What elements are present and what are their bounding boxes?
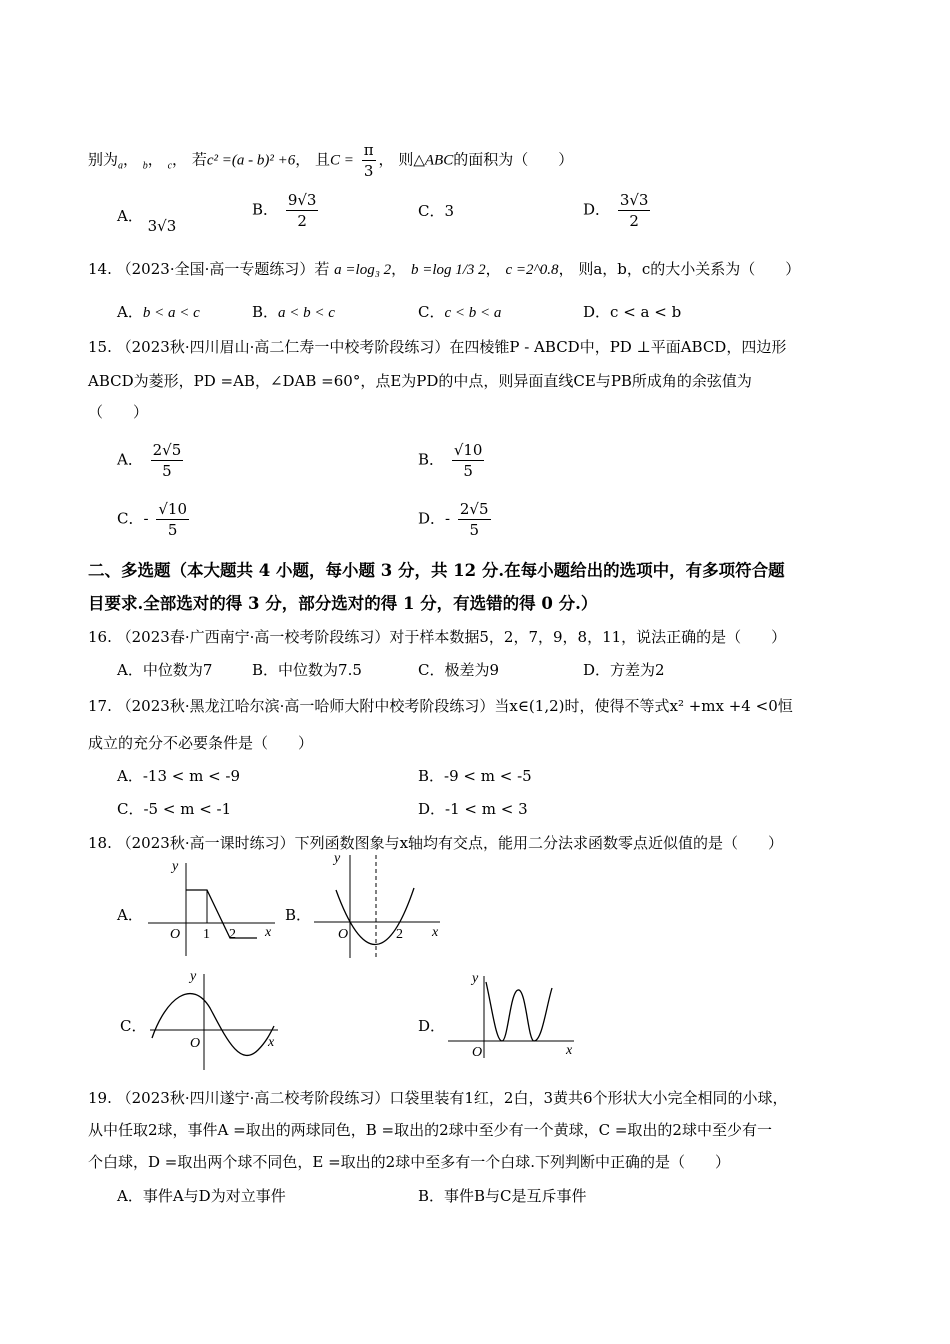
section-heading-line1: 二、多选题（本大题共 4 小题，每小题 3 分，共 12 分.在每小题给出的选项中，有多项符合题 xyxy=(88,561,785,580)
q19-option-a[interactable]: A．事件A与D为对立事件 xyxy=(117,1187,286,1205)
q14-option-b[interactable]: B．a < b < c xyxy=(252,303,335,321)
q13-stem: 别为$_a$， $_b$， $_c$， 若c² =(a - b)² +6， 且C = $\frac{\pi}{3}$ ， 则△ABC的面积为（ ） xyxy=(88,141,574,180)
q15-option-a[interactable]: A． $\frac{2√5}{5}$ xyxy=(117,441,182,480)
origin-label: O xyxy=(338,927,349,942)
curve xyxy=(486,982,552,1041)
q18-option-d[interactable]: D． xyxy=(418,1017,446,1035)
y-label: y xyxy=(472,971,479,986)
q19-stem-line3: 个白球，D =取出两个球不同色，E =取出的2球中至多有一个白球.下列判断中正确的是（ ） xyxy=(88,1153,730,1171)
q13-pi-over-3: $\frac{\pi}{3}$ xyxy=(363,141,374,180)
y-label: y xyxy=(190,969,197,984)
q18-stem: 18. （2023秋·高一课时练习）下列函数图象与x轴均有交点，能用二分法求函数零点近似值的是（ ） xyxy=(88,834,784,852)
q18-option-c[interactable]: C． xyxy=(120,1017,147,1035)
y-label: y xyxy=(334,851,341,866)
x-label: x xyxy=(566,1043,573,1058)
q13-option-a[interactable]: A． 3√3 xyxy=(117,207,177,235)
tick-2: 2 xyxy=(229,927,236,942)
origin-label: O xyxy=(190,1036,201,1051)
curve xyxy=(186,890,257,938)
q16-option-c[interactable]: C．极差为9 xyxy=(418,661,500,679)
q18-graph-b xyxy=(312,850,452,960)
q19-stem-line2: 从中任取2球，事件A =取出的两球同色，B =取出的2球中至少有一个黄球，C =取出的2球中至少有一 xyxy=(88,1121,772,1139)
q17-option-c[interactable]: C．-5 < m < -1 xyxy=(117,800,232,818)
q17-option-d[interactable]: D．-1 < m < 3 xyxy=(418,800,528,818)
tick-1: 1 xyxy=(203,927,210,942)
q15-stem-line1: 15. （2023秋·四川眉山·高二仁寿一中校考阶段练习）在四棱锥P - ABCD中，PD ⊥平面ABCD，四边形 xyxy=(88,338,787,356)
q18-option-a[interactable]: A． xyxy=(117,906,143,924)
q15-stem-line3: （ ） xyxy=(88,403,149,421)
q13-option-c[interactable]: C．3 xyxy=(418,202,455,220)
q18-graph-d xyxy=(444,968,584,1063)
q18-graph-a xyxy=(140,858,280,958)
x-label: x xyxy=(432,925,439,940)
q16-option-a[interactable]: A．中位数为7 xyxy=(117,661,213,679)
q14-stem: 14. （2023·全国·高一专题练习）若 a =log₃ 2， b =log 1/3 2， c =2^0.8， 则a，b，c的大小关系为（ ） xyxy=(88,260,801,278)
q14-option-d[interactable]: D．c < a < b xyxy=(583,303,682,321)
q16-option-d[interactable]: D．方差为2 xyxy=(583,661,665,679)
q15-option-d[interactable]: D．- $\frac{2√5}{5}$ xyxy=(418,500,489,539)
q17-option-b[interactable]: B．-9 < m < -5 xyxy=(418,767,532,785)
q15-option-b[interactable]: B． $\frac{√10}{5}$ xyxy=(418,441,483,480)
q18-option-b[interactable]: B． xyxy=(285,906,312,924)
section-heading-line2: 目要求.全部选对的得 3 分，部分选对的得 1 分，有选错的得 0 分.） xyxy=(88,594,598,613)
q19-option-b[interactable]: B．事件B与C是互斥事件 xyxy=(418,1187,587,1205)
q14-option-c[interactable]: C．c < b < a xyxy=(418,303,502,321)
q17-option-a[interactable]: A．-13 < m < -9 xyxy=(117,767,241,785)
q15-option-c[interactable]: C．- $\frac{√10}{5}$ xyxy=(117,500,187,539)
q16-stem: 16. （2023春·广西南宁·高一校考阶段练习）对于样本数据5，2，7，9，8，11，说法正确的是（ ） xyxy=(88,628,787,646)
y-label: y xyxy=(172,859,179,874)
q17-stem-line2: 成立的充分不必要条件是（ ） xyxy=(88,734,314,752)
q18-graph-c xyxy=(148,968,288,1073)
q13-option-d[interactable]: D． $\frac{3√3}{2}$ xyxy=(583,191,649,230)
tick-2: 2 xyxy=(396,927,403,942)
origin-label: O xyxy=(170,927,181,942)
q19-stem-line1: 19. （2023秋·四川遂宁·高二校考阶段练习）口袋里装有1红，2白，3黄共6个形状大小完全相同的小球， xyxy=(88,1089,788,1107)
q15-stem-line2: ABCD为菱形，PD =AB，∠DAB =60°，点E为PD的中点，则异面直线CE与PB所成角的余弦值为 xyxy=(88,372,752,390)
origin-label: O xyxy=(472,1045,483,1060)
q13-option-b[interactable]: B． $\frac{9√3}{2}$ xyxy=(252,191,317,230)
x-label: x xyxy=(265,925,272,940)
q16-option-b[interactable]: B．中位数为7.5 xyxy=(252,661,362,679)
sine-curve xyxy=(152,994,274,1056)
q17-stem: 17. （2023秋·黑龙江哈尔滨·高一哈师大附中校考阶段练习）当x∈(1,2)时，使得不等式x² +mx +4 <0恒 xyxy=(88,697,793,715)
q14-option-a[interactable]: A．b < a < c xyxy=(117,303,200,321)
x-label: x xyxy=(268,1035,275,1050)
